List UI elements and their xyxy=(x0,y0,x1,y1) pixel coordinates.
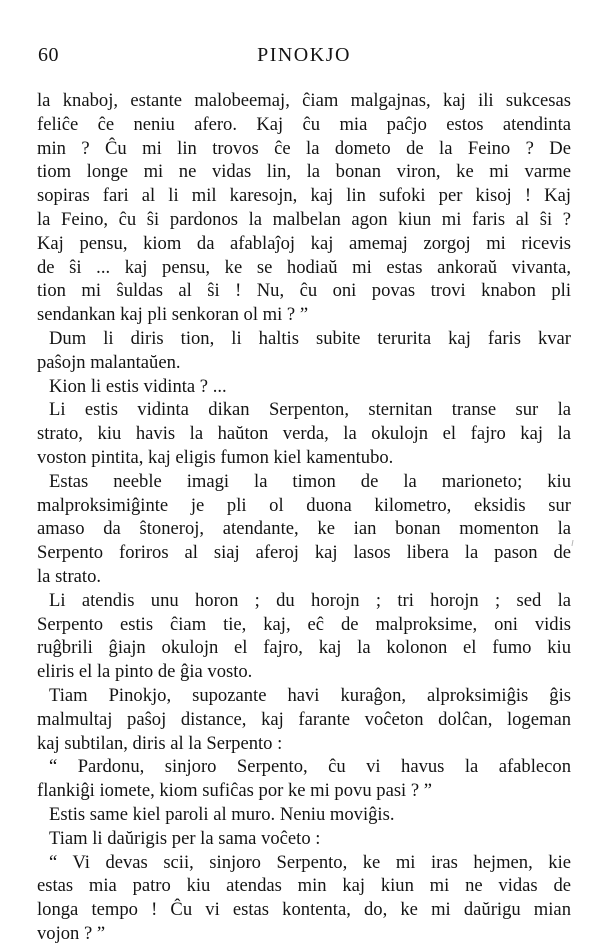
text-line: Estis same kiel paroli al muro. Neniu moviĝis. xyxy=(49,803,395,825)
text-line: strato, kiu havis la haŭton verda, la okulojn el fajro kaj la xyxy=(37,423,571,445)
page-number: 60 xyxy=(38,44,59,66)
text-line: la strato. xyxy=(37,565,102,587)
page-header xyxy=(38,44,570,70)
margin-mark xyxy=(571,540,577,546)
text-line: ruĝbrili ĝiajn okulojn el fajro, kaj la kolonon el fumo kiu xyxy=(37,637,571,659)
text-line: tion mi ŝuldas al ŝi ! Nu, ĉu oni povas trovi knabon pli xyxy=(37,280,571,302)
text-line: feliĉe ĉe neniu afero. Kaj ĉu mia paĉjo estos atendinta xyxy=(37,113,571,135)
text-line: Dum li diris tion, li haltis subite terurita kaj faris kvar xyxy=(49,327,571,349)
text-line: sendankan kaj pli senkoran ol mi ? ” xyxy=(37,304,309,326)
body-text xyxy=(37,89,571,946)
text-line: sopiras fari al li mil karesojn, kaj lin sufoki per kisoj ! Kaj xyxy=(37,185,571,207)
text-line: Li estis vidinta dikan Serpenton, sternitan transe sur la xyxy=(49,399,571,421)
running-title: PINOKJO xyxy=(257,44,351,66)
text-line: “ Pardonu, sinjoro Serpento, ĉu vi havus la afablecon xyxy=(49,756,571,778)
text-line: eliris el la pinto de ĝia vosto. xyxy=(37,661,253,683)
text-line: flankiĝi iomete, kiom sufiĉas por ke mi povu pasi ? ” xyxy=(37,780,433,802)
text-line: paŝojn malantaŭen. xyxy=(37,351,181,373)
text-line: la knaboj, estante malobeemaj, ĉiam malgajnas, kaj ili sukcesas xyxy=(37,90,571,111)
text-line: malmultaj paŝoj distance, kaj farante voĉeton dolĉan, logeman xyxy=(37,708,571,730)
text-line: amaso da ŝtoneroj, atendante, ke ian bonan momenton la xyxy=(37,518,571,540)
text-line: Serpento estis ĉiam tie, kaj, eĉ de malproksime, oni vidis xyxy=(37,613,571,635)
text-line: Serpento foriros al siaj aferoj kaj lasos libera la pason de xyxy=(37,542,571,564)
text-line: estas mia patro kiu atendas min kaj kiun mi ne vidas de xyxy=(37,875,571,897)
text-line: vojon ? ” xyxy=(37,922,106,944)
text-line: de ŝi ... kaj pensu, ke se hodiaŭ mi estas ankoraŭ vivanta, xyxy=(37,256,571,278)
text-line: la Feino, ĉu ŝi pardonos la malbelan agon kiun mi faris al ŝi ? xyxy=(37,208,571,230)
text-line: min ? Ĉu mi lin trovos ĉe la dometo de la Feino ? De xyxy=(37,137,571,159)
text-line: Kion li estis vidinta ? ... xyxy=(49,375,227,397)
text-line: Li atendis unu horon ; du horojn ; tri horojn ; sed la xyxy=(49,589,571,611)
text-line: voston pintita, kaj eligis fumon kiel kamentubo. xyxy=(37,446,394,468)
text-line: Estas neeble imagi la timon de la marioneto; kiu xyxy=(49,470,571,492)
text-line: longa tempo ! Ĉu vi estas kontenta, do, ke mi daŭrigu mian xyxy=(37,899,571,921)
text-line: “ Vi devas scii, sinjoro Serpento, ke mi iras hejmen, kie xyxy=(49,851,571,873)
text-line: Kaj pensu, kiom da afablaĵoj kaj amemaj zorgoj mi ricevis xyxy=(37,232,571,254)
text-line: tiom longe mi ne vidas lin, la bonan viron, ke mi varme xyxy=(37,161,571,183)
text-line: malproksimiĝinte je pli ol duona kilometro, eksidis sur xyxy=(37,494,571,516)
text-line: Tiam Pinokjo, supozante havi kuraĝon, alproksimiĝis ĝis xyxy=(49,684,571,706)
text-line: kaj subtilan, diris al la Serpento : xyxy=(37,732,283,754)
text-line: Tiam li daŭrigis per la sama voĉeto : xyxy=(49,827,321,849)
